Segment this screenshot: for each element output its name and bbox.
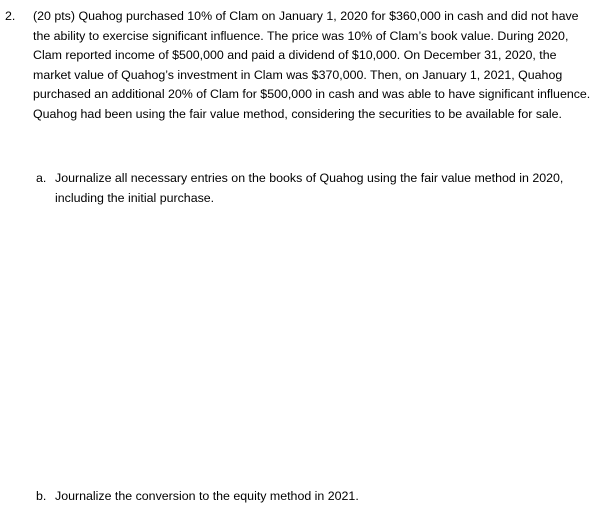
part-a-letter: a. (36, 171, 47, 185)
part-a-text: Journalize all necessary entries on the books of Quahog using the fair value method in 2020, including the initial purchase. (55, 171, 564, 205)
question-body (33, 7, 593, 124)
part-b-text: Journalize the conversion to the equity method in 2021. (55, 489, 359, 503)
part-b (36, 487, 593, 507)
part-b-letter: b. (36, 489, 47, 503)
question-text: (20 pts) Quahog purchased 10% of Clam on January 1, 2020 for $360,000 in cash and did not have the ability to exercise significant influence. The price was 10% of Clam’s book value. During 2020, Clam reported income of $500,000 and paid a dividend of $10,000. On December 31, 2020, the market value of Quahog’s investment in Clam was $370,000. Then, on January 1, 2021, Quahog purchased an additional 20% of Clam for $500,000 in cash and was able to have significant influence. Quahog had been using the fair value method, considering the securities to be available for sale. (33, 9, 591, 121)
question-2 (5, 7, 593, 124)
part-a (36, 169, 593, 208)
question-number: 2. (5, 9, 16, 23)
